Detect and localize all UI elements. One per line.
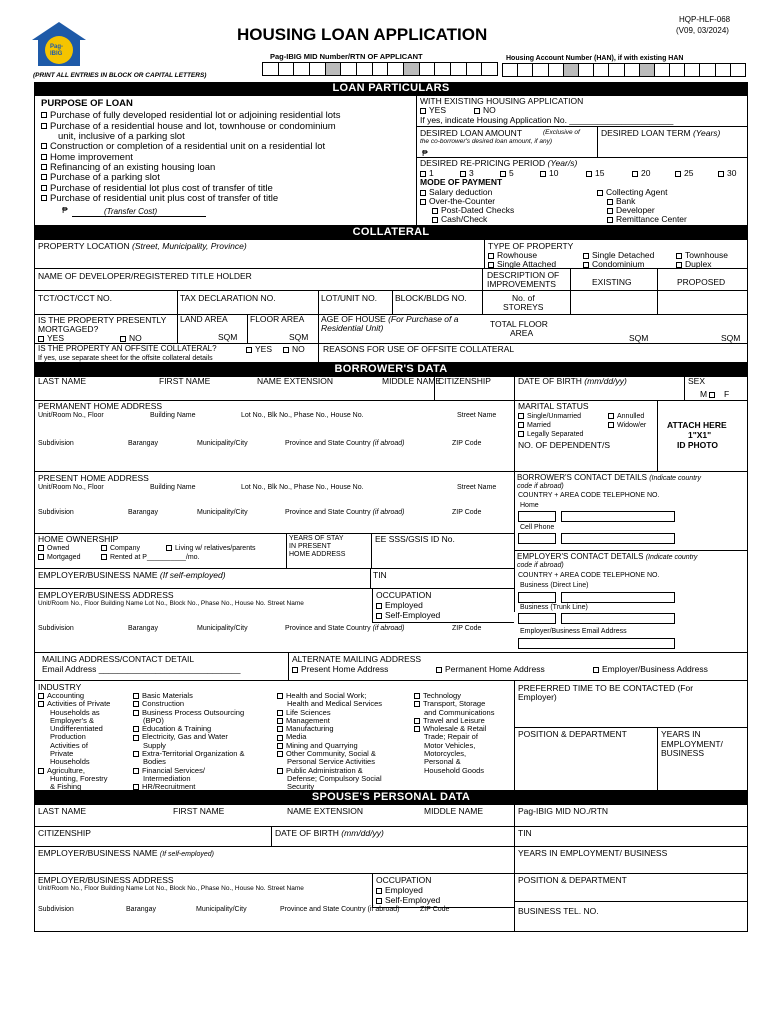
checkbox-icon xyxy=(518,413,524,419)
pres-building: Building Name xyxy=(150,484,196,491)
biz-email-label: Employer/Business Email Address xyxy=(520,628,627,635)
checkbox-icon xyxy=(376,888,382,894)
occ-employed[interactable]: Employed xyxy=(376,601,423,610)
total-floor-label: TOTAL FLOOR xyxy=(490,319,548,329)
industry-label: INDUSTRY xyxy=(38,682,82,692)
alt-permanent[interactable]: Permanent Home Address xyxy=(436,665,545,674)
pref-time-label2: Employer) xyxy=(518,692,557,702)
alt-employer[interactable]: Employer/Business Address xyxy=(593,665,708,674)
mid-label: Pag-IBIG MID Number/RTN OF APPLICANT xyxy=(270,52,423,61)
sex-f[interactable]: F xyxy=(724,389,730,399)
desired-amount-input[interactable] xyxy=(430,147,595,156)
checkbox-icon xyxy=(133,784,139,790)
home-label: Home xyxy=(520,502,539,509)
biz-direct-label: Business (Direct Line) xyxy=(520,582,589,589)
form-title: HOUSING LOAN APPLICATION xyxy=(237,25,488,44)
own-company[interactable]: Company xyxy=(101,545,140,552)
purpose-option-2[interactable]: Purchase of a residential house and lot, townhouse or condominium xyxy=(41,122,336,132)
mode-developer[interactable]: Developer xyxy=(607,206,655,215)
tct-label: TCT/OCT/CCT NO. xyxy=(38,293,112,303)
checkbox-icon xyxy=(414,693,420,699)
photo-label-3: ID PHOTO xyxy=(677,440,718,450)
checkbox-icon xyxy=(420,171,426,177)
pres-unit: Unit/Room No., Floor xyxy=(38,484,104,491)
checkbox-icon xyxy=(277,768,283,774)
biz-trunk-input[interactable] xyxy=(561,613,675,624)
total-floor-proposed-sqm: SQM xyxy=(721,333,741,343)
perm-building: Building Name xyxy=(150,412,196,419)
purpose-option-6[interactable]: Purchase of a parking slot xyxy=(41,173,160,183)
checkbox-icon xyxy=(420,190,426,196)
checkbox-icon xyxy=(709,392,715,398)
dob-label: DATE OF BIRTH (mm/dd/yy) xyxy=(518,376,627,386)
biz-email-input[interactable] xyxy=(518,638,675,649)
checkbox-icon xyxy=(133,726,139,732)
checkbox-icon xyxy=(414,726,420,732)
type-duplex[interactable]: Duplex xyxy=(676,260,711,269)
total-floor-existing-sqm: SQM xyxy=(629,333,649,343)
contact-note: code if abroad) xyxy=(517,483,564,490)
repricing-25[interactable]: 25 xyxy=(675,169,693,178)
industry-col-4[interactable]: Technology Transport, Storage and Communications Travel and Leisure Wholesale & Retail Trade; Repair of Motor Vehicles, Motorcycles, Personal & Household Goods xyxy=(414,692,494,775)
existing-no[interactable]: NO xyxy=(474,106,496,115)
type-single-detached[interactable]: Single Detached xyxy=(583,251,654,260)
mailing-label: MAILING ADDRESS/CONTACT DETAIL xyxy=(42,654,195,664)
checkbox-icon xyxy=(420,108,426,114)
repricing-10[interactable]: 10 xyxy=(540,169,558,178)
app-number-field[interactable]: If yes, indicate Housing Application No. ______________________ xyxy=(420,115,674,125)
transfer-cost-input[interactable] xyxy=(72,216,206,217)
checkbox-icon xyxy=(608,413,614,419)
marital-separated[interactable]: Legally Separated xyxy=(518,431,583,438)
checkbox-icon xyxy=(632,171,638,177)
mortgaged-label: IS THE PROPERTY PRESENTLY xyxy=(38,315,167,325)
checkbox-icon xyxy=(277,735,283,741)
years-emp-label3: BUSINESS xyxy=(661,748,704,758)
perm-street: Street Name xyxy=(457,412,497,419)
form-version: (V09, 03/2024) xyxy=(676,26,729,35)
section-loan-particulars: LOAN PARTICULARS xyxy=(34,82,748,95)
spouse-years-emp-label: YEARS IN EMPLOYMENT/ BUSINESS xyxy=(518,848,668,858)
checkbox-icon xyxy=(101,554,107,560)
pagibig-logo xyxy=(30,20,88,72)
biz-direct-country-input[interactable] xyxy=(518,592,556,603)
checkbox-icon xyxy=(133,735,139,741)
mode-otc[interactable]: Over-the-Counter xyxy=(420,197,495,206)
spouse-municipality: Municipality/City xyxy=(196,906,247,913)
type-single-attached[interactable]: Single Attached xyxy=(488,260,556,269)
repricing-label: DESIRED RE-PRICING PERIOD (Year/s) xyxy=(420,158,578,168)
marital-single[interactable]: Single/Unmarried xyxy=(518,413,581,420)
mode-bank[interactable]: Bank xyxy=(607,197,635,206)
block-bldg-label: BLOCK/BLDG NO. xyxy=(395,293,467,303)
checkbox-icon xyxy=(133,693,139,699)
section-spouse: SPOUSE'S PERSONAL DATA xyxy=(34,791,748,804)
developer-label: NAME OF DEVELOPER/REGISTERED TITLE HOLDER xyxy=(38,271,252,281)
storeys-label: No. of xyxy=(512,293,535,303)
checkbox-icon xyxy=(38,693,44,699)
purpose-option-5[interactable]: Refinancing of an existing housing loan xyxy=(41,163,215,173)
own-relatives[interactable]: Living w/ relatives/parents xyxy=(166,545,256,552)
spouse-citizenship-label: CITIZENSHIP xyxy=(38,828,91,838)
checkbox-icon xyxy=(583,253,589,259)
checkbox-icon xyxy=(38,336,44,342)
photo-label-1: ATTACH HERE xyxy=(667,420,727,430)
logo-text-top: Pag- xyxy=(50,44,64,50)
spouse-position-label: POSITION & DEPARTMENT xyxy=(518,875,627,885)
emp-name-label: EMPLOYER/BUSINESS NAME (If self-employed) xyxy=(38,570,226,580)
emp-zip: ZIP Code xyxy=(452,625,482,632)
emp-contact-note: code if abroad) xyxy=(517,562,564,569)
marital-label: MARITAL STATUS xyxy=(518,401,589,411)
years-stay-label: YEARS OF STAY xyxy=(289,535,344,542)
checkbox-icon xyxy=(586,171,592,177)
emp-phone-header: COUNTRY + AREA CODE TELEPHONE NO. xyxy=(518,572,660,579)
middle-name-label: MIDDLE NAME xyxy=(382,376,442,386)
checkbox-icon xyxy=(277,726,283,732)
existing-yes[interactable]: YES xyxy=(420,106,446,115)
spouse-biz-tel-label: BUSINESS TEL. NO. xyxy=(518,906,599,916)
last-name-label: LAST NAME xyxy=(38,376,87,386)
spouse-occ-employed[interactable]: Employed xyxy=(376,886,423,895)
existing-label: EXISTING xyxy=(592,277,632,287)
perm-subdivision: Subdivision xyxy=(38,440,74,447)
years-stay-label3: HOME ADDRESS xyxy=(289,551,346,558)
emp-subdivision: Subdivision xyxy=(38,625,74,632)
floor-area-label: FLOOR AREA xyxy=(250,314,305,324)
checkbox-icon xyxy=(608,422,614,428)
checkbox-icon xyxy=(41,154,47,160)
repricing-1[interactable]: 1 xyxy=(420,169,434,178)
photo-label-2: 1"X1" xyxy=(688,430,712,440)
checkbox-icon xyxy=(718,171,724,177)
offsite-no[interactable]: NO xyxy=(283,345,305,354)
name-ext-label: NAME EXTENSION xyxy=(257,376,334,386)
checkbox-icon xyxy=(488,262,494,268)
marital-widow[interactable]: Widow/er xyxy=(608,422,646,429)
property-location-label: PROPERTY LOCATION (Street, Municipality, Province) xyxy=(38,241,247,251)
emp-addr-sub: Unit/Room No., Floor Building Name Lot No., Block No., Phase No., House No. Street Name xyxy=(38,600,304,607)
occupation-label: OCCUPATION xyxy=(376,590,432,600)
citizenship-label: CITIZENSHIP xyxy=(438,376,491,386)
tin-label: TIN xyxy=(373,570,387,580)
checkbox-icon xyxy=(607,199,613,205)
logo-text-bottom: IBIG xyxy=(50,51,63,57)
pres-street: Street Name xyxy=(457,484,497,491)
mode-pdc[interactable]: Post-Dated Checks xyxy=(432,206,514,215)
spouse-emp-addr-sub: Unit/Room No., Floor Building Name Lot No., Block No., Phase No., House No. Street Name xyxy=(38,885,304,892)
industry-col-3[interactable]: Health and Social Work; Health and Medical Services Life Sciences Management Manufacturing Media Mining and Quarrying Other Community, Social & Personal Service Activities Public Administration & Defense; Compulsory Social Security xyxy=(277,692,382,792)
land-area-sqm: SQM xyxy=(218,332,238,342)
perm-barangay: Barangay xyxy=(128,440,158,447)
home-country-input[interactable] xyxy=(518,511,556,522)
mortgaged-label2: MORTGAGED? xyxy=(38,324,99,334)
industry-col-2[interactable]: Basic Materials Construction Business Process Outsourcing (BPO) Education & Training Electricity, Gas and Water Supply Extra-Territorial Organization & Bodies Financial Services/ Intermediation HR/Recruitment xyxy=(133,692,245,792)
checkbox-icon xyxy=(277,718,283,724)
cell-country-input[interactable] xyxy=(518,533,556,544)
type-rowhouse[interactable]: Rowhouse xyxy=(488,251,537,260)
pres-zip: ZIP Code xyxy=(452,509,482,516)
transfer-cost-label: (Transfer Cost) xyxy=(104,207,158,216)
checkbox-icon xyxy=(38,768,44,774)
occ-self-employed[interactable]: Self-Employed xyxy=(376,611,440,620)
lot-unit-label: LOT/UNIT NO. xyxy=(321,293,378,303)
total-floor-label2: AREA xyxy=(510,328,534,338)
spouse-zip: ZIP Code xyxy=(420,906,450,913)
years-emp-label: YEARS IN xyxy=(661,729,701,739)
checkbox-icon xyxy=(376,898,382,904)
desired-amount-note: (Exclusive of xyxy=(543,129,580,136)
mode-title: MODE OF PAYMENT xyxy=(420,177,503,187)
purpose-option-2-cont: unit, inclusive of a parking slot xyxy=(58,131,185,142)
home-phone-input[interactable] xyxy=(561,511,675,522)
section-collateral: COLLATERAL xyxy=(34,226,748,239)
existing-app-label: WITH EXISTING HOUSING APPLICATION xyxy=(420,96,584,106)
checkbox-icon xyxy=(583,262,589,268)
checkbox-icon xyxy=(41,185,47,191)
contact-label: BORROWER'S CONTACT DETAILS (Indicate country xyxy=(517,473,701,482)
checkbox-icon xyxy=(38,554,44,560)
checkbox-icon xyxy=(133,768,139,774)
marital-married[interactable]: Married xyxy=(518,422,551,429)
pres-barangay: Barangay xyxy=(128,509,158,516)
floor-area-sqm: SQM xyxy=(289,332,309,342)
spouse-middle-name-label: MIDDLE NAME xyxy=(424,806,484,816)
spouse-last-name-label: LAST NAME xyxy=(38,806,87,816)
checkbox-icon xyxy=(518,422,524,428)
mortgaged-yes[interactable]: YES xyxy=(38,334,64,343)
own-rented[interactable]: Rented at P__________/mo. xyxy=(101,554,200,561)
mid-input-cells[interactable] xyxy=(262,62,498,76)
ownership-label: HOME OWNERSHIP xyxy=(38,534,119,544)
spouse-emp-addr-label: EMPLOYER/BUSINESS ADDRESS xyxy=(38,875,174,885)
phone-header: COUNTRY + AREA CODE TELEPHONE NO. xyxy=(518,492,660,499)
perm-lot-blk: Lot No., Blk No., Phase No., House No. xyxy=(241,412,364,419)
checkbox-icon xyxy=(376,603,382,609)
years-stay-label2: IN PRESENT xyxy=(289,543,332,550)
mortgaged-no[interactable]: NO xyxy=(120,334,142,343)
checkbox-icon xyxy=(277,751,283,757)
checkbox-icon xyxy=(676,253,682,259)
checkbox-icon xyxy=(133,751,139,757)
repricing-15[interactable]: 15 xyxy=(586,169,604,178)
storeys-label2: STOREYS xyxy=(503,302,544,312)
mode-agent[interactable]: Collecting Agent xyxy=(597,188,667,197)
checkbox-icon xyxy=(38,545,44,551)
property-type-label: TYPE OF PROPERTY xyxy=(488,241,574,251)
purpose-option-3[interactable]: Construction or completion of a residential unit on a residential lot xyxy=(41,142,325,152)
checkbox-icon xyxy=(518,431,524,437)
checkbox-icon xyxy=(101,545,107,551)
checkbox-icon xyxy=(41,164,47,170)
form-code: HQP-HLF-068 xyxy=(679,15,731,24)
desired-amount-note2: the co-borrower's desired loan amount, if any) xyxy=(420,138,553,145)
improvements-label2: IMPROVEMENTS xyxy=(487,279,556,289)
industry-col-1[interactable]: Accounting Activities of Private Households as Employer's & Undifferentiated Production Activities of Private Households Agriculture, Hunting, Forestry & Fishing xyxy=(38,692,110,792)
checkbox-icon xyxy=(540,171,546,177)
repricing-30[interactable]: 30 xyxy=(718,169,736,178)
checkbox-icon xyxy=(41,112,47,118)
checkbox-icon xyxy=(246,347,252,353)
emp-municipality: Municipality/City xyxy=(197,625,248,632)
emp-contact-label: EMPLOYER'S CONTACT DETAILS (Indicate country xyxy=(517,552,698,561)
checkbox-icon xyxy=(414,701,420,707)
checkbox-icon xyxy=(488,253,494,259)
desired-amount-peso: ₱ xyxy=(422,148,428,158)
checkbox-icon xyxy=(607,208,613,214)
offsite-note: If yes, use separate sheet for the offsite collateral details xyxy=(38,355,213,362)
pref-time-label: PREFERRED TIME TO BE CONTACTED (For xyxy=(518,683,694,693)
type-townhouse[interactable]: Townhouse xyxy=(676,251,728,260)
peso-sign: ₱ xyxy=(62,205,68,215)
pres-municipality: Municipality/City xyxy=(197,509,248,516)
proposed-label: PROPOSED xyxy=(677,277,726,287)
sex-label: SEX xyxy=(688,376,706,386)
offsite-yes[interactable]: YES xyxy=(246,345,272,354)
spouse-occ-self-employed[interactable]: Self-Employed xyxy=(376,896,440,905)
perm-municipality: Municipality/City xyxy=(197,440,248,447)
checkbox-icon xyxy=(675,171,681,177)
spouse-occupation-label: OCCUPATION xyxy=(376,875,432,885)
purpose-option-4[interactable]: Home improvement xyxy=(41,153,133,163)
emp-addr-label: EMPLOYER/BUSINESS ADDRESS xyxy=(38,590,174,600)
position-label: POSITION & DEPARTMENT xyxy=(518,729,627,739)
land-area-label: LAND AREA xyxy=(180,314,228,324)
offsite-label: IS THE PROPERTY AN OFFSITE COLLATERAL? xyxy=(38,344,217,353)
biz-direct-input[interactable] xyxy=(561,592,675,603)
sss-label: EE SSS/GSIS ID No. xyxy=(375,534,455,544)
mode-cash[interactable]: Cash/Check xyxy=(432,215,487,224)
spouse-barangay: Barangay xyxy=(126,906,156,913)
print-instruction: (PRINT ALL ENTRIES IN BLOCK OR CAPITAL LETTERS) xyxy=(33,72,207,79)
checkbox-icon xyxy=(38,701,44,707)
checkbox-icon xyxy=(597,190,603,196)
perm-addr-label: PERMANENT HOME ADDRESS xyxy=(38,401,163,411)
age-house-note: Residential Unit) xyxy=(321,323,384,333)
desired-term-input[interactable] xyxy=(600,140,746,155)
checkbox-icon xyxy=(500,171,506,177)
repricing-5[interactable]: 5 xyxy=(500,169,514,178)
checkbox-icon xyxy=(120,336,126,342)
checkbox-icon xyxy=(41,195,47,201)
repricing-3[interactable]: 3 xyxy=(460,169,474,178)
first-name-label: FIRST NAME xyxy=(159,376,211,386)
alt-present[interactable]: Present Home Address xyxy=(292,665,388,674)
mode-salary[interactable]: Salary deduction xyxy=(420,188,492,197)
checkbox-icon xyxy=(41,174,47,180)
checkbox-icon xyxy=(133,710,139,716)
mode-remittance[interactable]: Remittance Center xyxy=(607,215,687,224)
repricing-20[interactable]: 20 xyxy=(632,169,650,178)
han-label: Housing Account Number (HAN), if with existing HAN xyxy=(506,55,684,62)
purpose-option-1[interactable]: Purchase of fully developed residential lot or adjoining residential lots xyxy=(41,111,340,121)
age-house-label: AGE OF HOUSE (For Purchase of a xyxy=(321,314,459,324)
offsite-reason-label: REASONS FOR USE OF OFFSITE COLLATERAL xyxy=(323,344,515,354)
perm-zip: ZIP Code xyxy=(452,440,482,447)
pres-subdivision: Subdivision xyxy=(38,509,74,516)
purpose-title: PURPOSE OF LOAN xyxy=(41,98,133,109)
type-condominium[interactable]: Condominium xyxy=(583,260,644,269)
desired-term-label: DESIRED LOAN TERM (Years) xyxy=(601,128,721,138)
section-borrower: BORROWER'S DATA xyxy=(34,363,748,376)
checkbox-icon xyxy=(414,718,420,724)
han-input-cells[interactable] xyxy=(502,63,746,77)
checkbox-icon xyxy=(432,217,438,223)
pres-addr-label: PRESENT HOME ADDRESS xyxy=(38,473,149,483)
sex-m[interactable]: M xyxy=(700,390,718,399)
checkbox-icon xyxy=(277,693,283,699)
spouse-subdivision: Subdivision xyxy=(38,906,74,913)
checkbox-icon xyxy=(292,667,298,673)
biz-trunk-label: Business (Trunk Line) xyxy=(520,604,588,611)
checkbox-icon xyxy=(607,217,613,223)
emp-barangay: Barangay xyxy=(128,625,158,632)
cell-phone-input[interactable] xyxy=(561,533,675,544)
checkbox-icon xyxy=(277,710,283,716)
spouse-name-ext-label: NAME EXTENSION xyxy=(287,806,364,816)
dependents-label: NO. OF DEPENDENT/S xyxy=(518,440,611,450)
perm-province: Province and State Country (if abroad) xyxy=(285,440,405,447)
own-owned[interactable]: Owned xyxy=(38,545,69,552)
checkbox-icon xyxy=(41,123,47,129)
marital-annulled[interactable]: Annulled xyxy=(608,413,644,420)
checkbox-icon xyxy=(474,108,480,114)
spouse-dob-label: DATE OF BIRTH (mm/dd/yy) xyxy=(275,828,384,838)
spouse-mid-label: Pag-IBIG MID NO./RTN xyxy=(518,806,609,816)
desired-amount-label: DESIRED LOAN AMOUNT xyxy=(420,128,523,138)
checkbox-icon xyxy=(436,667,442,673)
pres-lot-blk: Lot No., Blk No., Phase No., House No. xyxy=(241,484,364,491)
improvements-label: DESCRIPTION OF xyxy=(487,270,560,280)
spouse-province: Province and State Country (if abroad) xyxy=(280,906,400,913)
cell-label: Cell Phone xyxy=(520,524,555,531)
biz-trunk-country-input[interactable] xyxy=(518,613,556,624)
years-emp-label2: EMPLOYMENT/ xyxy=(661,739,723,749)
checkbox-icon xyxy=(676,262,682,268)
checkbox-icon xyxy=(133,701,139,707)
mailing-email-field[interactable]: Email Address ______________________________ xyxy=(42,664,241,674)
spouse-first-name-label: FIRST NAME xyxy=(173,806,225,816)
checkbox-icon xyxy=(593,667,599,673)
pres-province: Province and State Country (if abroad) xyxy=(285,509,405,516)
purpose-option-8[interactable]: Purchase of residential unit plus cost of transfer of title xyxy=(41,194,278,204)
spouse-emp-name-label: EMPLOYER/BUSINESS NAME (If self-employed) xyxy=(38,848,214,858)
checkbox-icon xyxy=(432,208,438,214)
perm-unit: Unit/Room No., Floor xyxy=(38,412,104,419)
own-mortgaged[interactable]: Mortgaged xyxy=(38,554,80,561)
checkbox-icon xyxy=(41,143,47,149)
spouse-tin-label: TIN xyxy=(518,828,532,838)
checkbox-icon xyxy=(376,613,382,619)
alt-mailing-label: ALTERNATE MAILING ADDRESS xyxy=(292,654,422,664)
checkbox-icon xyxy=(420,199,426,205)
checkbox-icon xyxy=(283,347,289,353)
checkbox-icon xyxy=(277,743,283,749)
tax-dec-label: TAX DECLARATION NO. xyxy=(180,293,276,303)
checkbox-icon xyxy=(166,545,172,551)
emp-province: Province and State Country (if abroad) xyxy=(285,625,405,632)
purpose-option-7[interactable]: Purchase of residential lot plus cost of transfer of title xyxy=(41,184,273,194)
checkbox-icon xyxy=(460,171,466,177)
